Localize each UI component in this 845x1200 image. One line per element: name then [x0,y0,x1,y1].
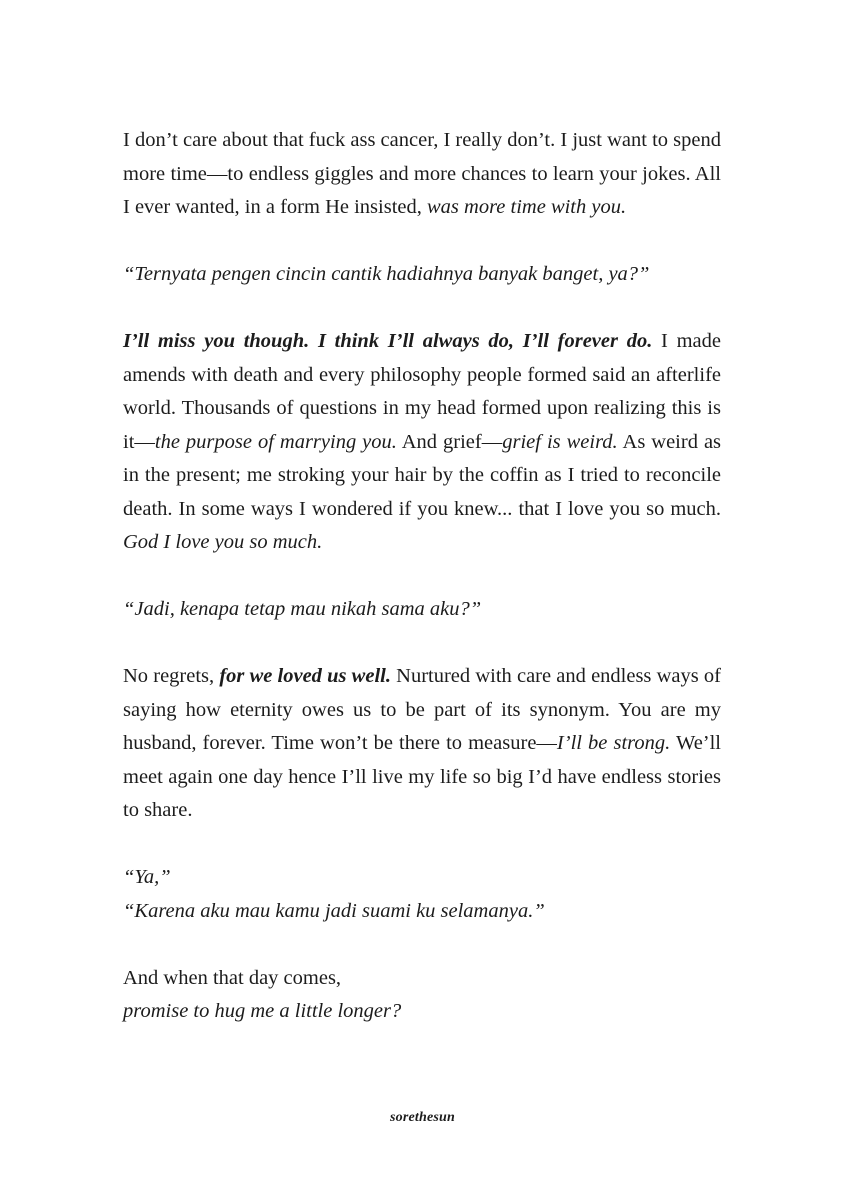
quote-line: “Ya,” [123,866,171,888]
closing-line: And when that day comes, [123,966,342,989]
paragraph-text: I don’t care about that fuck ass cancer, I really don’t. I just want to spend more time—to endless giggles and more chances to learn your jokes. All I ever wanted, in a form He insisted, [123,129,721,218]
paragraph-text: We’ll meet again one day hence I’ll live my life so big I’d have endless stories to share. [123,732,722,821]
paragraph-text: As weird as in the present; me stroking your hair by the coffin as I tried to reconcile death. In some ways I wondered if you knew... that I love you so much. [123,430,722,520]
paragraph-grief [123,325,721,560]
paragraph-text: No regrets, [123,665,220,687]
paragraph-text: And grief— [396,430,503,453]
quote-text: “Jadi, kenapa tetap mau nikah sama aku?” [123,598,482,620]
quote-forever-husband [123,861,721,928]
quote-line: “Karena aku mau kamu jadi suami ku selamanya.” [123,899,545,922]
paragraph-text: I made amends with death and every philosophy people formed said an afterlife world. Thousands of questions in my head formed upon realizing this is it— [123,330,721,453]
emphasis-text: was more time with you. [427,196,627,218]
closing-line-italic: promise to hug me a little longer? [123,1000,402,1022]
bold-italic-text: for we loved us well. [219,665,391,687]
paragraph-opening [123,124,721,225]
author-signature: sorethesun [389,1110,456,1125]
quote-ring-gift [123,258,721,292]
document-body [123,124,721,1062]
closing-lines [123,962,721,1029]
paragraph-no-regrets [123,660,721,828]
emphasis-text: I’ll be strong. [556,732,671,754]
bold-italic-text: I’ll miss you though. I think I’ll always do, I’ll forever do. [123,330,653,352]
emphasis-text: the purpose of marrying you. [154,430,397,453]
quote-why-marry [123,593,721,627]
emphasis-text: God I love you so much. [123,531,323,553]
quote-text: “Ternyata pengen cincin cantik hadiahnya banyak banget, ya?” [123,263,650,285]
paragraph-text: Nurtured with care and endless ways of saying how eternity owes us to be part of its synonym. You are my husband, forever. Time won’t be there to measure— [123,665,721,754]
emphasis-text: grief is weird. [502,430,618,453]
